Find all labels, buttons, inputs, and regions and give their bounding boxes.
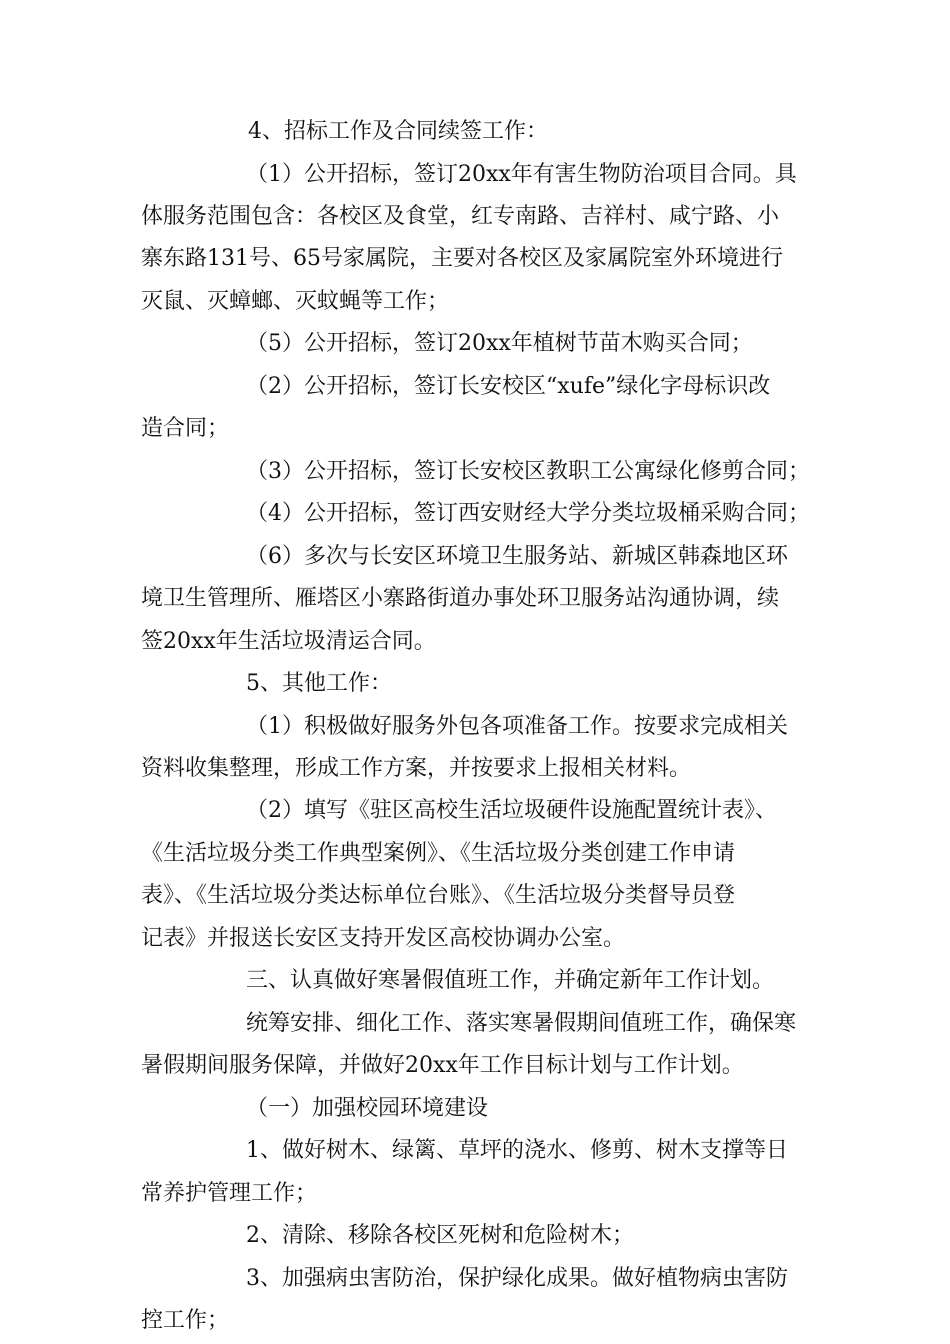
text-line: （1）公开招标，签订20xx年有害生物防治项目合同。具 bbox=[246, 162, 797, 187]
text-line: 资料收集整理，形成工作方案，并按要求上报相关材料。 bbox=[141, 756, 692, 781]
text-line: 签20xx年生活垃圾清运合同。 bbox=[141, 629, 436, 654]
text-line: 灭鼠、灭蟑螂、灭蚊蝇等工作； bbox=[141, 289, 450, 314]
text-line: 控工作； bbox=[141, 1308, 230, 1333]
text-line: 3、加强病虫害防治，保护绿化成果。做好植物病虫害防 bbox=[246, 1266, 788, 1291]
text-line: 1、做好树木、绿篱、草坪的浇水、修剪、树木支撑等日 bbox=[246, 1138, 788, 1163]
text-line: 体服务范围包含：各校区及食堂，红专南路、吉祥村、咸宁路、小 bbox=[141, 204, 780, 229]
text-line: （5）公开招标，签订20xx年植树节苗木购买合同； bbox=[246, 331, 753, 356]
text-line: （3）公开招标，签订长安校区教职工公寓绿化修剪合同； bbox=[246, 459, 810, 484]
text-line: 记表》并报送长安区支持开发区高校协调办公室。 bbox=[141, 926, 626, 951]
text-line: （6）多次与长安区环境卫生服务站、新城区韩森地区环 bbox=[246, 544, 788, 569]
text-line: （2）公开招标，签订长安校区“xufe”绿化字母标识改 bbox=[246, 374, 771, 399]
text-line: （4）公开招标，签订西安财经大学分类垃圾桶采购合同； bbox=[246, 501, 810, 526]
text-line: 4、招标工作及合同续签工作： bbox=[248, 119, 548, 144]
text-line: （1）积极做好服务外包各项准备工作。按要求完成相关 bbox=[246, 714, 788, 739]
text-line: 寨东路131号、65号家属院，主要对各校区及家属院室外环境进行 bbox=[141, 246, 783, 271]
text-line: 2、清除、移除各校区死树和危险树木； bbox=[246, 1223, 634, 1248]
text-line: 5、其他工作： bbox=[246, 671, 392, 696]
text-line: 《生活垃圾分类工作典型案例》、《生活垃圾分类创建工作申请 bbox=[141, 841, 736, 866]
text-line: 统筹安排、细化工作、落实寒暑假期间值班工作，确保寒 bbox=[246, 1011, 797, 1036]
text-line: 造合同； bbox=[141, 416, 230, 441]
text-line: 境卫生管理所、雁塔区小寨路街道办事处环卫服务站沟通协调，续 bbox=[141, 586, 780, 611]
subsection-heading: （一）加强校园环境建设 bbox=[246, 1096, 489, 1121]
text-line: （2）填写《驻区高校生活垃圾硬件设施配置统计表》、 bbox=[246, 798, 777, 823]
section-heading: 三、认真做好寒暑假值班工作，并确定新年工作计划。 bbox=[246, 968, 775, 993]
text-line: 表》、《生活垃圾分类达标单位台账》、《生活垃圾分类督导员登 bbox=[141, 883, 736, 908]
text-line: 暑假期间服务保障，并做好20xx年工作目标计划与工作计划。 bbox=[141, 1053, 744, 1078]
text-line: 常养护管理工作； bbox=[141, 1181, 318, 1206]
